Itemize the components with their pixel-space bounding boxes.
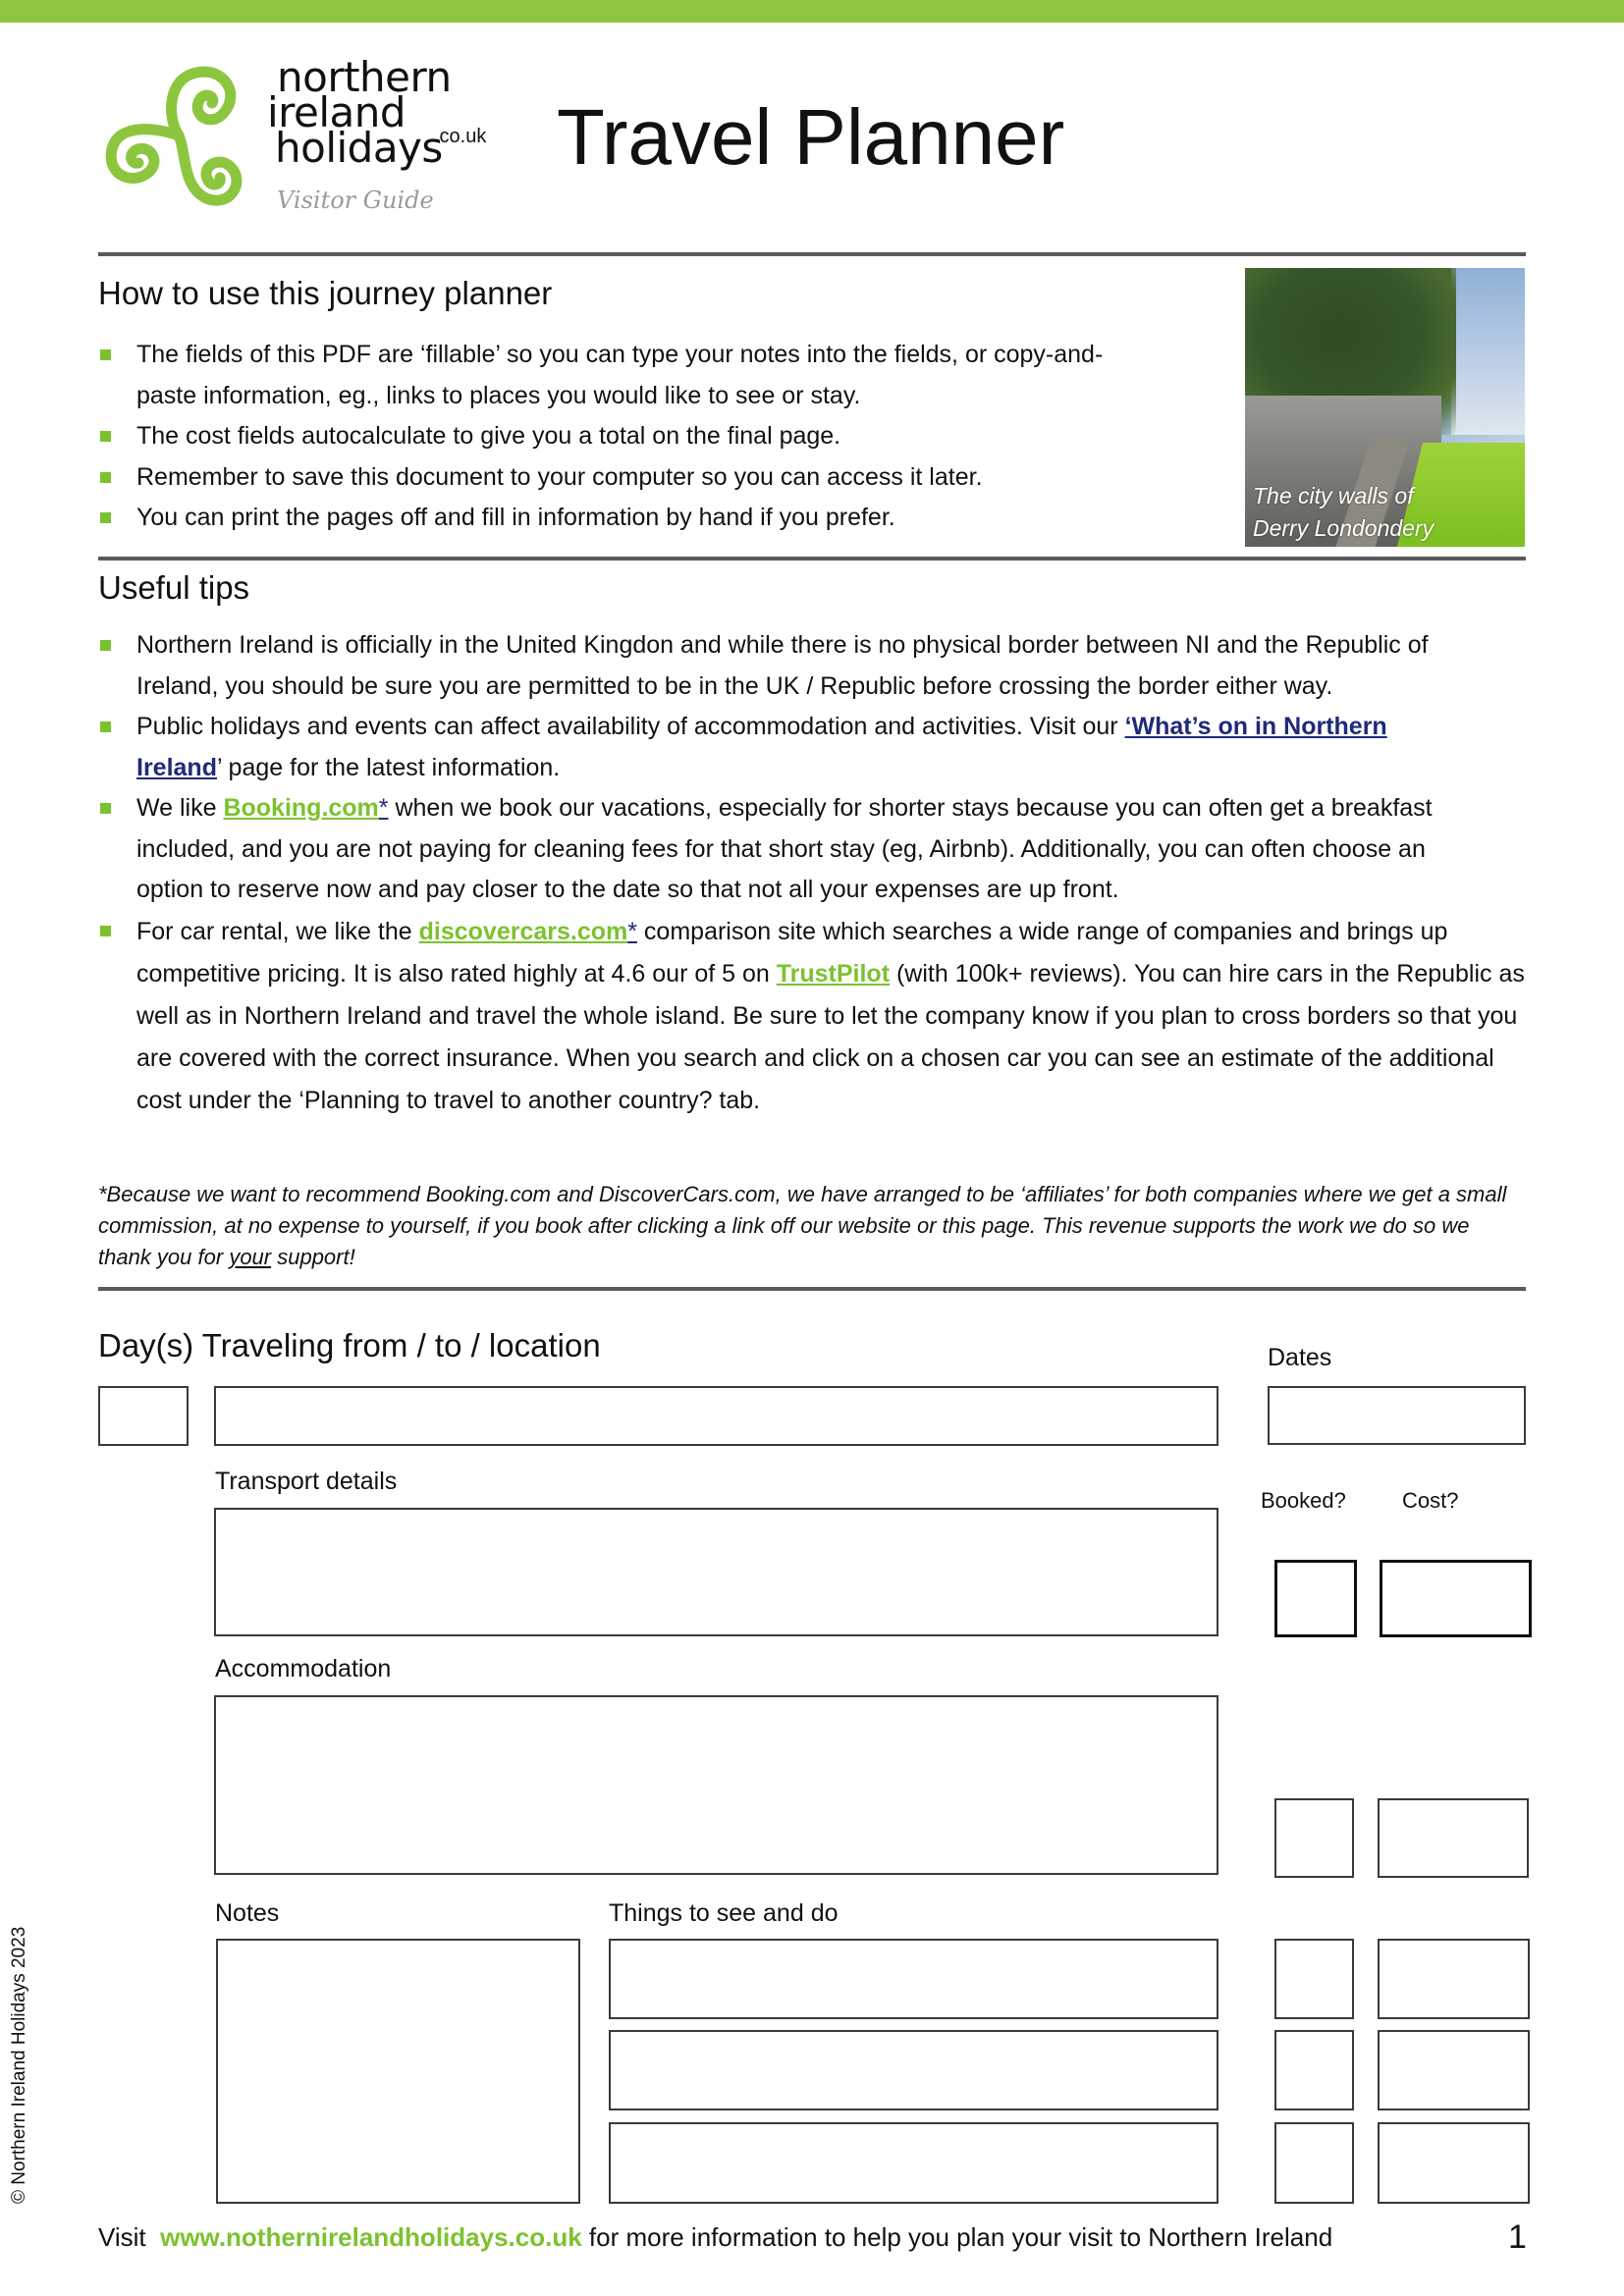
things-to-do-label: Things to see and do (609, 1899, 839, 1927)
affiliate-asterisk: * (627, 917, 637, 945)
location-field[interactable] (214, 1386, 1218, 1446)
accommodation-booked-checkbox[interactable] (1274, 1798, 1354, 1878)
bullet-icon (100, 640, 111, 651)
trustpilot-link[interactable]: TrustPilot (776, 959, 891, 988)
useful-tips-list (98, 625, 1532, 1122)
bullet-icon (100, 472, 111, 483)
bullet-icon (100, 803, 111, 814)
activity-field-1[interactable] (609, 1939, 1218, 2019)
list-item: The cost fields autocalculate to give you a total on the final page. (98, 416, 1129, 457)
photo-caption: The city walls of Derry Londondery (1253, 483, 1435, 541)
activity-1-booked-checkbox[interactable] (1274, 1939, 1354, 2019)
transport-cost-field[interactable] (1380, 1560, 1532, 1637)
site-logo (98, 53, 491, 224)
page-title: Travel Planner (557, 93, 1065, 181)
how-to-use-list (98, 335, 1129, 539)
bullet-icon (100, 926, 111, 936)
list-item: We like Booking.com* when we book our vacations, especially for shorter stays because you can often get a breakfast included, and you are not paying for cleaning fees for that short stay (eg, Airbnb). Additionally, you can often choose an option to reserve now and pay closer to the date so that not all your expenses are up front. (98, 788, 1532, 911)
list-item: Northern Ireland is officially in the United Kingdon and while there is no physical border between NI and the Republic of Ireland, you should be sure you are permitted to be in the UK / Republic before crossing the border either way. (98, 625, 1532, 707)
affiliate-footnote: *Because we want to recommend Booking.com and DiscoverCars.com, we have arranged to be ‘affiliates’ for both companies where we get a small commission, at no expense to yourself, if you book after clicking a link off our website or this page. This revenue supports the work we do so we thank you for your support! (98, 1182, 1507, 1269)
footer-text: Visit www.nothernirelandholidays.co.uk for more information to help you plan your visit to Northern Ireland (98, 2222, 1333, 2252)
activity-2-booked-checkbox[interactable] (1274, 2030, 1354, 2110)
logo-wordmark (267, 53, 452, 172)
section-heading-useful-tips: Useful tips (98, 569, 250, 606)
activity-3-booked-checkbox[interactable] (1274, 2122, 1354, 2204)
accommodation-field[interactable] (214, 1695, 1218, 1875)
day-number-field[interactable] (98, 1386, 189, 1446)
derry-walls-photo (1245, 268, 1525, 547)
divider (98, 557, 1526, 561)
accommodation-cost-field[interactable] (1378, 1798, 1529, 1878)
top-brand-bar (0, 0, 1624, 23)
affiliate-asterisk: * (378, 794, 389, 822)
whats-on-link[interactable]: ‘What’s on in Northern Ireland (136, 713, 1387, 781)
notes-field[interactable] (216, 1939, 580, 2204)
logo-word-ireland: ireland (267, 88, 406, 136)
activity-3-cost-field[interactable] (1378, 2122, 1530, 2204)
activity-2-cost-field[interactable] (1378, 2030, 1530, 2110)
copyright-notice: © Northern Ireland Holidays 2023 (9, 1926, 29, 2204)
list-item: For car rental, we like the discovercars.com* comparison site which searches a wide range of companies and brings up competitive pricing. It is also rated highly at 4.6 our of 5 on TrustPilot (with 100k+ reviews). You can hire cars in the Republic as well as in Northern Ireland and travel the whole island. Be sure to let the company know if you plan to cross borders so that you are covered with the correct insurance. When you search and click on a chosen car you can see an estimate of the additional cost under the ‘Planning to travel to another country? tab. (98, 911, 1532, 1122)
dates-field[interactable] (1268, 1386, 1526, 1445)
bullet-icon (100, 721, 111, 732)
activity-field-3[interactable] (609, 2122, 1218, 2204)
booking-com-link[interactable]: Booking.com (223, 794, 379, 822)
logo-tagline: Visitor Guide (277, 187, 434, 214)
transport-booked-checkbox[interactable] (1274, 1560, 1357, 1637)
transport-details-field[interactable] (214, 1508, 1218, 1636)
day-location-heading: Day(s) Traveling from / to / location (98, 1327, 601, 1363)
cost-label: Cost? (1402, 1488, 1459, 1513)
triskele-icon (98, 59, 260, 216)
discovercars-link[interactable]: discovercars.com (418, 917, 628, 945)
logo-word-holidays: holidays (275, 124, 443, 172)
dates-label: Dates (1268, 1344, 1332, 1371)
website-link[interactable]: www.nothernirelandholidays.co.uk (160, 2222, 582, 2252)
page-number: 1 (1508, 2218, 1527, 2256)
bullet-icon (100, 431, 111, 442)
bullet-icon (100, 349, 111, 360)
section-heading-how-to-use: How to use this journey planner (98, 275, 553, 311)
list-item: Public holidays and events can affect availability of accommodation and activities. Visit our ‘What’s on in Northern Ireland’ page for the latest information. (98, 707, 1532, 788)
activity-field-2[interactable] (609, 2030, 1218, 2110)
booked-label: Booked? (1261, 1488, 1346, 1513)
notes-label: Notes (215, 1899, 280, 1927)
accommodation-label: Accommodation (215, 1655, 392, 1682)
divider (98, 1287, 1526, 1291)
activity-1-cost-field[interactable] (1378, 1939, 1530, 2019)
logo-word-northern: northern (277, 53, 452, 101)
list-item: You can print the pages off and fill in information by hand if you prefer. (98, 498, 1129, 539)
list-item: The fields of this PDF are ‘fillable’ so you can type your notes into the fields, or copy-and-paste information, eg., links to places you would like to see or stay. (98, 335, 1129, 416)
list-item: Remember to save this document to your computer so you can access it later. (98, 457, 1129, 499)
photo-sky (1451, 268, 1525, 435)
transport-label: Transport details (215, 1468, 398, 1495)
divider (98, 252, 1526, 256)
logo-domain-suffix: .co.uk (434, 126, 487, 147)
bullet-icon (100, 512, 111, 523)
